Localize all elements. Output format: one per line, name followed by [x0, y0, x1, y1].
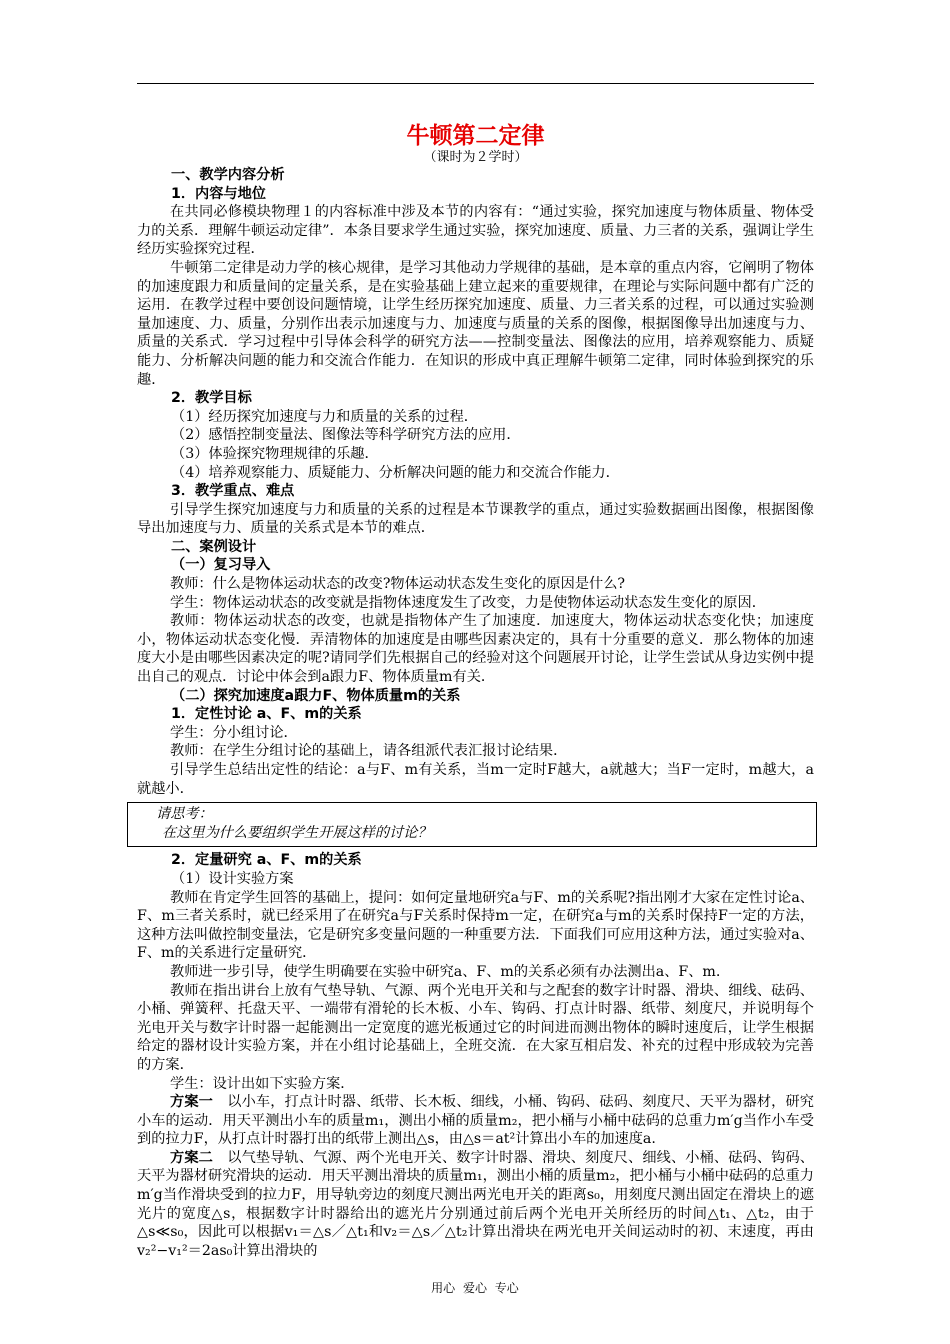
paragraph: 学生：分小组讨论． [170, 724, 298, 741]
plan-one-paragraph [137, 1093, 814, 1149]
paragraph: 教师在肯定学生回答的基础上，提问：如何定量地研究a与F、m的关系呢?指出刚才大家在定性讨论a、F、m三者关系时，就已经采用了在研究a与F关系时保持m一定，在研究a与m的关系时保持F一定的方法，这种方法叫做控制变量法，它是研究多变量问题的一种重要方法．下面我们可应用这种方法，通过实验对a、F、m的关系进行定量研究． [137, 889, 814, 962]
paragraph: 引导学生探究加速度与力和质量的关系的过程是本节课教学的重点，通过实验数据画出图像，根据图像导出加速度与力、质量的关系式是本节的难点． [137, 501, 814, 537]
subsection-heading-key-points: 3．教学重点、难点 [171, 483, 295, 500]
page-title: 牛顿第二定律 [406, 123, 545, 149]
subsection-heading-qualitative: 1．定性讨论 a、F、m的关系 [171, 706, 362, 723]
list-item: （3）体验探究物理规律的乐趣． [171, 445, 379, 462]
paragraph: 学生：设计出如下实验方案． [170, 1075, 355, 1092]
subsection-heading-quantitative: 2．定量研究 a、F、m的关系 [171, 852, 362, 869]
list-item: （4）培养观察能力、质疑能力、分析解决问题的能力和交流合作能力． [171, 464, 620, 481]
paragraph: 在共同必修模块物理１的内容标准中涉及本节的内容有：“通过实验，探究加速度与物体质量、物体受力的关系．理解牛顿运动定律”．本条目要求学生通过实验，探究加速度、质量、力三者的关系，强调让学生经历实验探究过程． [137, 204, 814, 258]
plan-one-label: 方案一 [170, 1094, 213, 1111]
plan-two-label: 方案二 [170, 1149, 213, 1166]
paragraph: 教师：什么是物体运动状态的改变?物体运动状态发生变化的原因是什么? [170, 576, 626, 593]
subsection-heading-review: （一）复习导入 [171, 557, 271, 574]
header-rule [137, 83, 814, 84]
list-item: （2）感悟控制变量法、图像法等科学研究方法的应用． [171, 427, 521, 444]
subsection-heading-explore: （二）探究加速度a跟力F、物体质量m的关系 [171, 687, 461, 704]
sub-heading-design: （1）设计实验方案 [171, 870, 294, 887]
paragraph: 教师进一步引导，使学生明确要在实验中研究a、F、m的关系必须有办法测出a、F、m. [170, 963, 721, 980]
think-box-prompt: 请思考： [156, 806, 213, 823]
list-item: （1）经历探究加速度与力和质量的关系的过程． [171, 408, 478, 425]
plan-one-text: 以小车，打点计时器、纸带、长木板、细线，小桶、钩码、砝码、刻度尺、天平为器材，研究小车的运动．用天平测出小车的质量m₁，测出小桶的质量m₂，把小桶与小桶中砝码的总重力m′g当作小车受到的拉力F，从打点计时器打出的纸带上测出△s，由△s＝at²计算出小车的加速度a. [137, 1094, 814, 1148]
plan-two-text: 以气垫导轨、气源、两个光电开关、数字计时器、滑块、刻度尺、细线、小桶、砝码、钩码、天平为器材研究滑块的运动．用天平测出滑块的质量m₁，测出小桶的质量m₂，把小桶与小桶中砝码的总重力m′g当作滑块受到的拉力F，用导轨旁边的刻度尺测出两光电开关的距离s₀，用刻度尺测出固定在滑块上的遮光片的宽度△s，根据数字计时器给出的遮光片分别通过前后两个光电开关所经历的时间△t₁、△t₂，由于△s≪s₀，因此可以根据v₁＝△s／△t₁和v₂＝△s／△t₂计算出滑块在两光电开关间运动时的初、末速度，再由v₂²−v₁²＝2as₀计算出滑块的 [137, 1149, 814, 1259]
subsection-heading-content: 1．内容与地位 [171, 185, 266, 202]
page-footer: 用心 爱心 专心 [431, 1281, 519, 1295]
paragraph: 教师：物体运动状态的改变，也就是指物体产生了加速度．加速度大，物体运动状态变化快；加速度小，物体运动状态变化慢．弄清物体的加速度是由哪些因素决定的，具有十分重要的意义．那么物体的加速度大小是由哪些因素决定的呢?请同学们先根据自己的经验对这个问题展开讨论，让学生尝试从身边实例中提出自己的观点．讨论中体会到a跟力F、物体质量m有关． [137, 613, 814, 686]
paragraph: 牛顿第二定律是动力学的核心规律，是学习其他动力学规律的基础，是本章的重点内容，它阐明了物体的加速度跟力和质量间的定量关系，是在实验基础上建立起来的重要规律，在理论与实际问题中都有广泛的运用．在教学过程中要创设问题情境，让学生经历探究加速度、质量、力三者关系的过程，可以通过实验测量加速度、力、质量，分别作出表示加速度与力、加速度与质量的关系的图像，根据图像导出加速度与力、质量的关系式．学习过程中引导体会科学的研究方法——控制变量法、图像法的应用，培养观察能力、质疑能力、分析解决问题的能力和交流合作能力．在知识的形成中真正理解牛顿第二定律，同时体验到探究的乐趣． [137, 259, 814, 388]
paragraph: 教师：在学生分组讨论的基础上，请各组派代表汇报讨论结果． [170, 743, 568, 760]
paragraph: 引导学生总结出定性的结论：a与F、m有关系，当m一定时F越大，a就越大；当F一定时，m越大，a就越小． [137, 762, 814, 797]
section-heading-1: 一、教学内容分析 [171, 167, 285, 183]
think-box-question: 在这里为什么要组织学生开展这样的讨论？ [162, 824, 432, 841]
page-subtitle: （课时为２学时） [423, 150, 528, 165]
section-heading-2: 二、案例设计 [171, 538, 257, 555]
document-body [137, 122, 814, 1260]
think-box [127, 802, 817, 847]
paragraph: 学生：物体运动状态的改变就是指物体速度发生了改变，力是使物体运动状态发生变化的原因． [170, 594, 766, 611]
paragraph: 教师在指出讲台上放有气垫导轨、气源、两个光电开关和与之配套的数字计时器、滑块、细线、砝码、小桶、弹簧秤、托盘天平、一端带有滑轮的长木板、小车、钩码、打点计时器、纸带、刻度尺，并说明每个光电开关与数字计时器一起能测出一定宽度的遮光板通过它的时间进而测出物体的瞬时速度后，让学生根据给定的器材设计实验方案，并在小组讨论基础上，全班交流．在大家互相启发、补充的过程中形成较为完善的方案． [137, 982, 814, 1073]
subsection-heading-goals: 2．教学目标 [171, 390, 252, 407]
plan-two-paragraph [137, 1149, 814, 1261]
